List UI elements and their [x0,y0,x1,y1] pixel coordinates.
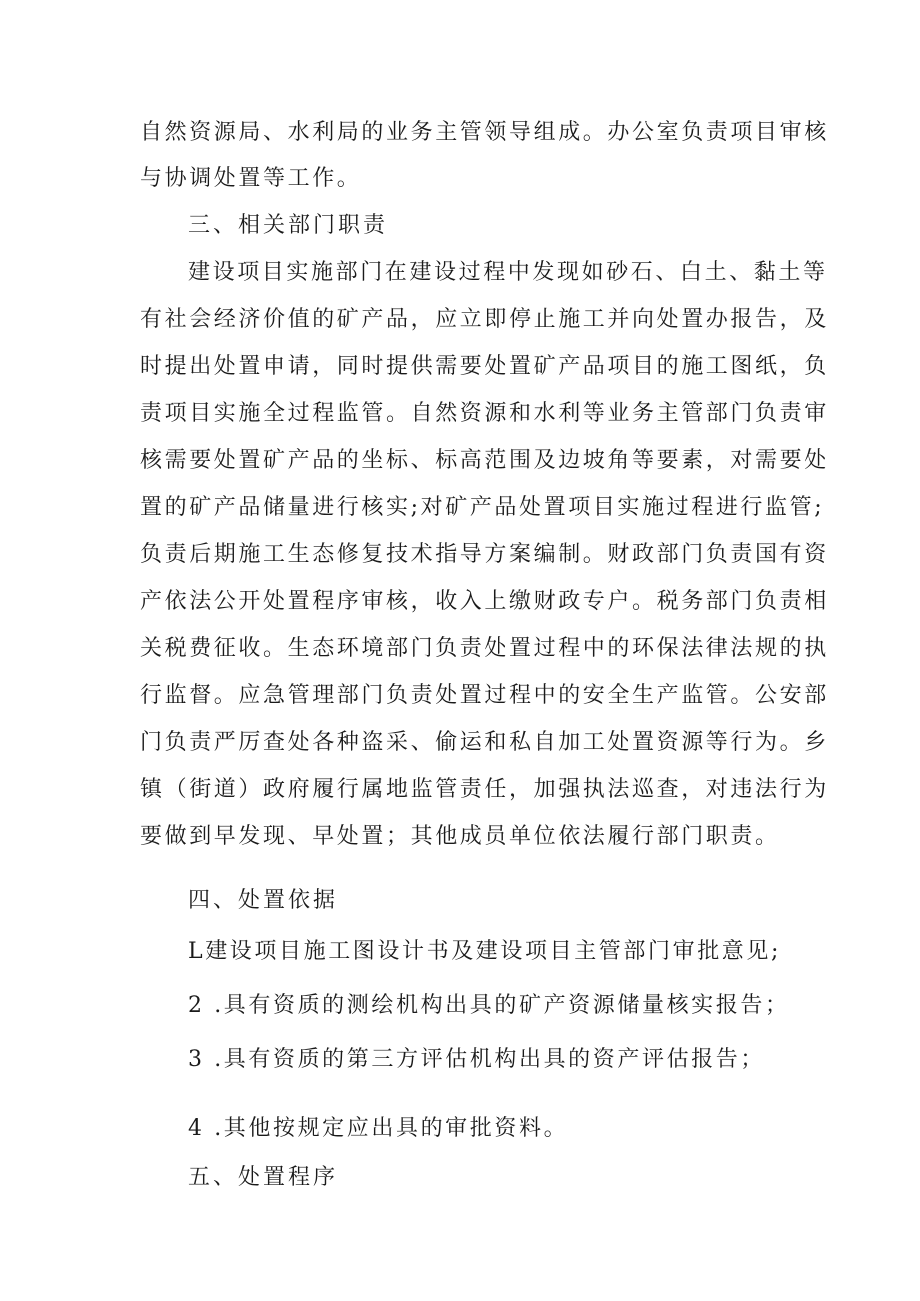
list-item: 4 .其他按规定应出具的审批资料。 [188,1116,569,1141]
section-heading-4: 四、处置依据 [188,888,339,913]
section-heading-3: 三、相关部门职责 [188,213,389,238]
list-item: L建设项目施工图设计书及建设项目主管部门审批意见; [188,939,782,964]
paragraph-line: 有社会经济价值的矿产品，应立即停止施工并向处置办报告，及 [140,307,829,332]
paragraph-line: 镇（街道）政府履行属地监管责任，加强执法巡查，对违法行为 [140,777,829,802]
paragraph-line: 建设项目实施部门在建设过程中发现如砂石、白土、黏土等 [188,260,828,285]
paragraph-line: 门负责严厉查处各种盗采、偷运和私自加工处置资源等行为。乡 [140,730,829,755]
paragraph-line: 负责后期施工生态修复技术指导方案编制。财政部门负责国有资 [140,542,829,567]
paragraph-line: 关税费征收。生态环境部门负责处置过程中的环保法律法规的执 [140,636,829,661]
paragraph-line: 要做到早发现、早处置；其他成员单位依法履行部门职责。 [140,824,780,849]
paragraph-line: 核需要处置矿产品的坐标、标高范围及边坡角等要素，对需要处 [140,448,829,473]
paragraph-line: 行监督。应急管理部门负责处置过程中的安全生产监管。公安部 [140,683,829,708]
paragraph-line: 与协调处置等工作。 [140,166,362,191]
list-item: 2 .具有资质的测绘机构出具的矿产资源储量核实报告； [188,993,790,1018]
list-item: 3 .具有资质的第三方评估机构出具的资产评估报告； [188,1047,765,1072]
section-heading-5: 五、处置程序 [188,1165,339,1190]
paragraph-line: 置的矿产品储量进行核实;对矿产品处置项目实施过程进行监管; [140,495,825,520]
paragraph-line: 责项目实施全过程监管。自然资源和水利等业务主管部门负责审 [140,401,829,426]
paragraph-line: 产依法公开处置程序审核，收入上缴财政专户。税务部门负责相 [140,589,829,614]
paragraph-line: 自然资源局、水利局的业务主管领导组成。办公室负责项目审核 [140,120,829,145]
paragraph-line: 时提出处置申请，同时提供需要处置矿产品项目的施工图纸，负 [140,354,829,379]
